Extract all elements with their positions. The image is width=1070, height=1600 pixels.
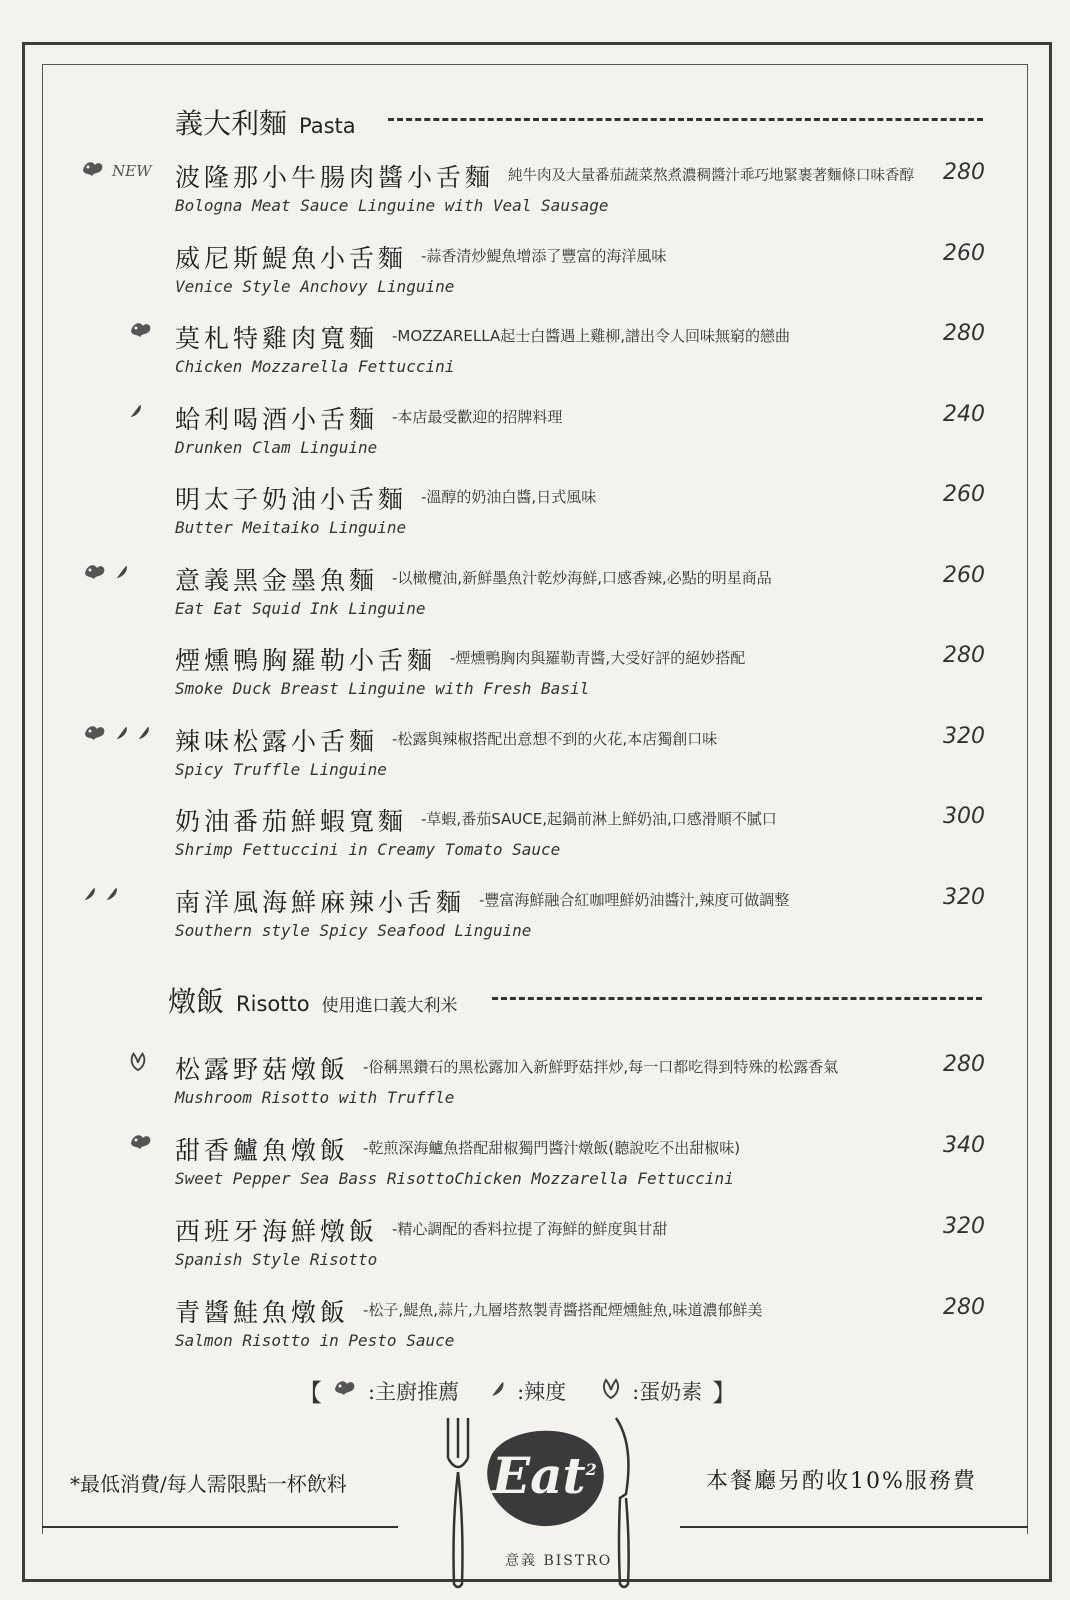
item-markers: [128, 1129, 154, 1159]
risotto-section-title-zh: 燉飯: [168, 985, 225, 1018]
menu-item-description: -草蝦,番茄SAUCE,起鍋前淋上鮮奶油,口感滑順不膩口: [421, 810, 777, 828]
menu-item-description: -精心調配的香料拉提了海鮮的鮮度與甘甜: [392, 1220, 668, 1238]
menu-item-name: 南洋風海鮮麻辣小舌麵: [175, 887, 466, 917]
menu-item-price: 240: [943, 401, 985, 427]
menu-item: [175, 1212, 985, 1288]
chef-recommend-icon: [82, 722, 108, 748]
menu-item-description: 純牛肉及大量番茄蔬菜熬煮濃稠醬汁乖巧地緊裹著麵條口味香醇: [508, 168, 915, 184]
legend-chili-label: :辣度: [517, 1379, 567, 1404]
footer-line-right: [680, 1526, 1028, 1528]
menu-item: [175, 802, 985, 878]
legend-chef-label: :主廚推薦: [368, 1379, 460, 1404]
item-markers: [82, 881, 120, 911]
pasta-section-divider: [388, 118, 983, 121]
menu-item-description: -本店最受歡迎的招牌料理: [392, 407, 563, 426]
menu-item-description: -豐富海鮮融合紅咖哩鮮奶油醬汁,辣度可做調整: [479, 890, 790, 909]
chili-icon: [489, 1379, 507, 1403]
menu-item-english-name: Smoke Duck Breast Linguine with Fresh Basil: [175, 679, 590, 698]
menu-item-name: 明太子奶油小舌麵: [175, 485, 408, 514]
chili-icon: [104, 885, 120, 907]
chili-icon: [82, 885, 98, 907]
logo-wordmark: Eat$^2$: [492, 1446, 597, 1505]
menu-item-price: 300: [943, 804, 985, 829]
risotto-section-header: [168, 980, 458, 1020]
menu-item: [175, 641, 985, 717]
chef-recommend-icon: [128, 319, 154, 345]
chili-icon: [114, 563, 130, 585]
menu-item: [175, 158, 985, 234]
item-markers: [82, 559, 130, 589]
menu-item-english-name: Bologna Meat Sauce Linguine with Veal Sausage: [175, 196, 609, 215]
menu-item-name: 松露野菇燉飯: [175, 1055, 350, 1084]
menu-item-price: 340: [943, 1133, 985, 1158]
chili-icon: [136, 724, 152, 746]
menu-item: [175, 1131, 985, 1207]
chili-icon: [128, 402, 144, 424]
menu-item-price: 320: [943, 884, 985, 910]
menu-item-description: -松子,鯷魚,蒜片,九層塔熬製青醬搭配煙燻鮭魚,味道濃郁鮮美: [363, 1301, 763, 1319]
menu-item-price: 320: [943, 723, 985, 749]
vegetarian-icon: [600, 1376, 622, 1405]
chef-recommend-icon: [332, 1377, 358, 1404]
pasta-section-title-en: Pasta: [299, 114, 356, 138]
menu-item: [175, 319, 985, 395]
menu-item-english-name: Salmon Risotto in Pesto Sauce: [175, 1331, 455, 1350]
new-badge: NEW: [112, 162, 152, 180]
menu-item-price: 280: [943, 160, 985, 185]
menu-item-price: 320: [943, 1214, 985, 1239]
menu-item: [175, 480, 985, 556]
menu-item: [175, 561, 985, 637]
legend-bracket-close: 】: [712, 1379, 737, 1407]
item-markers: [128, 317, 154, 347]
minimum-charge-note: *最低消費/每人需限點一杯飲料: [70, 1472, 347, 1496]
menu-item-name: 煙燻鴨胸羅勒小舌麵: [175, 646, 437, 675]
menu-item: [175, 1050, 985, 1126]
icon-legend: [298, 1373, 736, 1408]
chef-recommend-icon: [82, 561, 108, 587]
menu-item-english-name: Southern style Spicy Seafood Linguine: [175, 920, 532, 940]
menu-item-description: -松露與辣椒搭配出意想不到的火花,本店獨創口味: [392, 729, 718, 748]
menu-item-price: 260: [943, 240, 985, 266]
menu-item-name: 意義黑金墨魚麵: [175, 565, 379, 595]
risotto-section-title-en: Risotto: [236, 992, 310, 1016]
menu-item-english-name: Venice Style Anchovy Linguine: [175, 276, 455, 296]
menu-item-description: -乾煎深海鱸魚搭配甜椒獨門醬汁燉飯(聽說吃不出甜椒味): [363, 1139, 741, 1157]
menu-item-name: 威尼斯鯷魚小舌麵: [175, 243, 408, 273]
menu-item-english-name: Eat Eat Squid Ink Linguine: [175, 598, 426, 618]
menu-item-name: 甜香鱸魚燉飯: [175, 1136, 350, 1165]
menu-item-name: 辣味松露小舌麵: [175, 726, 379, 756]
item-markers: [128, 398, 144, 428]
menu-item-name: 西班牙海鮮燉飯: [175, 1217, 379, 1246]
menu-item-english-name: Spicy Truffle Linguine: [175, 759, 387, 779]
menu-item-name: 奶油番茄鮮蝦寬麵: [175, 807, 408, 836]
menu-item-english-name: Sweet Pepper Sea Bass RisottoChicken Mozzarella Fettuccini: [175, 1169, 734, 1188]
menu-item-description: -俗稱黑鑽石的黑松露加入新鮮野菇拌炒,每一口都吃得到特殊的松露香氣: [363, 1058, 839, 1076]
menu-item-price: 260: [943, 482, 985, 507]
menu-item-price: 280: [943, 321, 985, 346]
chef-recommend-icon: [80, 158, 106, 184]
pasta-section-header: [175, 102, 356, 142]
menu-item-english-name: Shrimp Fettuccini in Creamy Tomato Sauce: [175, 840, 561, 859]
legend-veg-label: :蛋奶素: [632, 1379, 703, 1404]
risotto-section-note: 使用進口義大利米: [321, 996, 458, 1016]
vegetarian-icon: [128, 1050, 148, 1076]
menu-item-price: 260: [943, 562, 985, 588]
menu-item-name: 莫札特雞肉寬麵: [175, 324, 379, 353]
menu-item: [175, 400, 985, 476]
menu-item-english-name: Mushroom Risotto with Truffle: [175, 1088, 455, 1107]
pasta-section-title-zh: 義大利麵: [175, 107, 288, 140]
menu-item-description: -溫醇的奶油白醬,日式風味: [421, 488, 597, 506]
legend-bracket-open: 【: [298, 1379, 322, 1407]
menu-item-price: 280: [943, 1052, 985, 1077]
menu-item-description: -MOZZARELLA起士白醬遇上雞柳,譜出令人回味無窮的戀曲: [392, 327, 790, 345]
menu-item: [175, 239, 985, 315]
menu-item-english-name: Spanish Style Risotto: [175, 1250, 378, 1269]
footer-line-left: [42, 1526, 398, 1528]
menu-item-description: -煙燻鴨胸肉與羅勒青醬,大受好評的絕妙搭配: [450, 649, 746, 667]
menu-item-description: -以橄欖油,新鮮墨魚汁乾炒海鮮,口感香辣,必點的明星商品: [392, 568, 772, 587]
menu-item-price: 280: [943, 1295, 985, 1320]
logo-subtitle: 意義 BISTRO: [505, 1553, 613, 1569]
service-charge-note: 本餐廳另酌收10%服務費: [706, 1469, 977, 1494]
menu-item: [175, 1293, 985, 1369]
menu-item-price: 280: [943, 643, 985, 668]
menu-item: [175, 722, 985, 798]
menu-item-english-name: Butter Meitaiko Linguine: [175, 518, 407, 537]
menu-item: [175, 883, 985, 959]
menu-item-name: 蛤利喝酒小舌麵: [175, 404, 379, 434]
chili-icon: [114, 724, 130, 746]
item-markers: [128, 1048, 148, 1078]
menu-item-name: 青醬鮭魚燉飯: [175, 1298, 350, 1327]
risotto-section-divider: [492, 997, 982, 1000]
menu-item-name: 波隆那小牛腸肉醬小舌麵: [175, 163, 495, 192]
item-markers: [80, 156, 152, 186]
menu-item-english-name: Chicken Mozzarella Fettuccini: [175, 357, 455, 376]
menu-item-description: -蒜香清炒鯷魚增添了豐富的海洋風味: [421, 246, 667, 265]
chef-recommend-icon: [128, 1131, 154, 1157]
menu-item-english-name: Drunken Clam Linguine: [175, 437, 378, 457]
item-markers: [82, 720, 152, 750]
